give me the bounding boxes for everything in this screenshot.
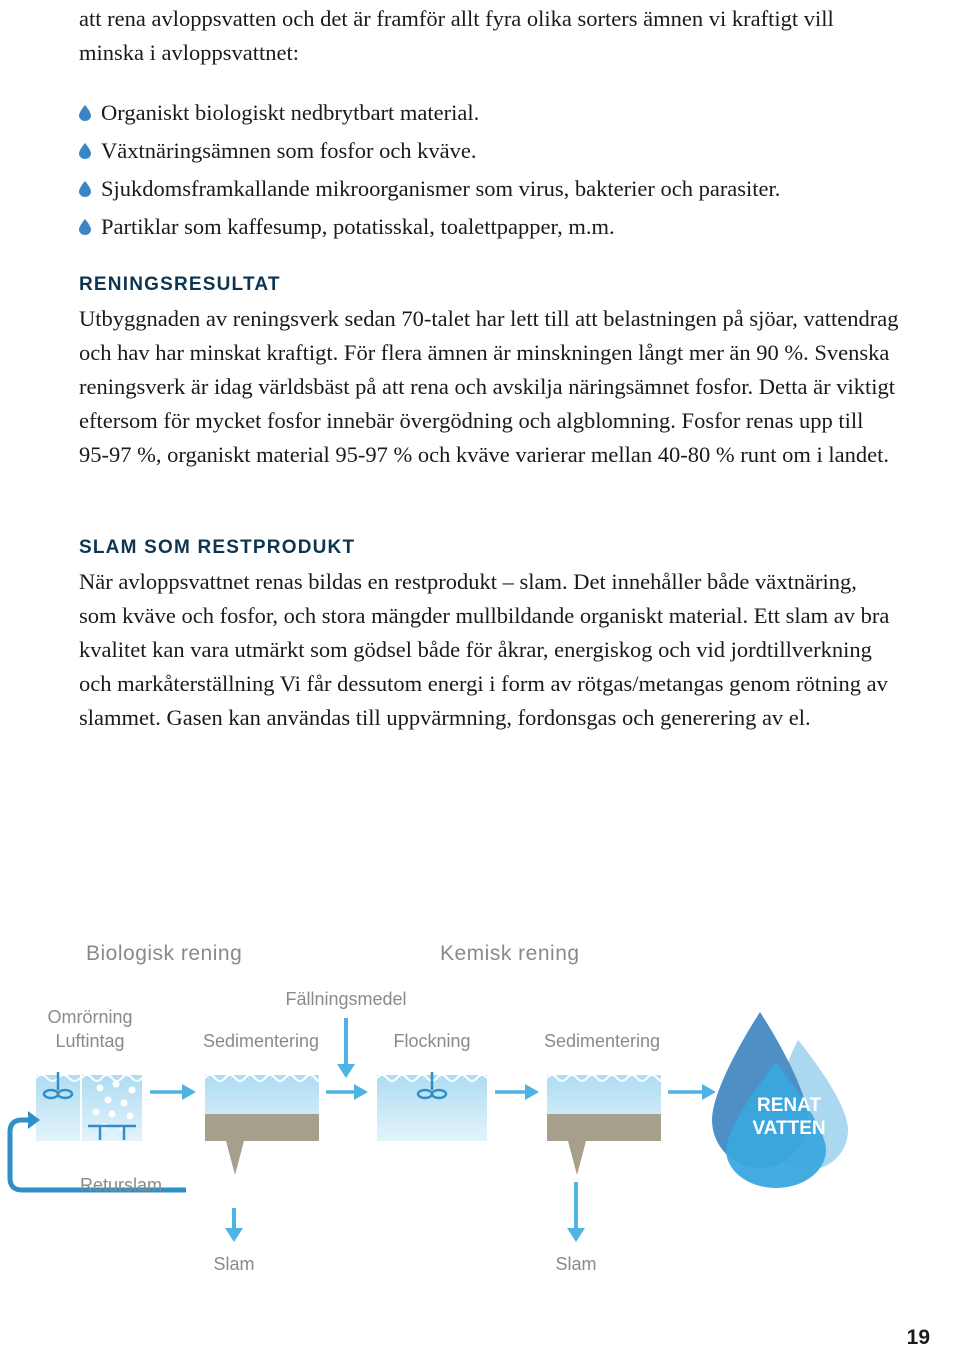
flow-arrow-icon: [668, 1084, 716, 1100]
page-number: 19: [906, 1326, 930, 1349]
water-drop-bullet-icon: [79, 219, 91, 235]
flow-arrow-icon: [326, 1084, 368, 1100]
section-heading-reningsresultat: RENINGSRESULTAT: [79, 274, 281, 295]
flocculation-tank: [377, 1072, 487, 1141]
label-mixing: Omrörning: [47, 1007, 133, 1027]
list-item: [79, 94, 899, 132]
label-sedimentation-1: Sedimentering: [202, 1031, 320, 1051]
water-drop-bullet-icon: [79, 181, 91, 197]
clean-water-label-line1: RENAT: [756, 1095, 822, 1116]
list-item-text: Partiklar som kaffesump, potatisskal, toalettpapper, m.m.: [101, 214, 615, 239]
aeration-tank: [36, 1072, 142, 1141]
list-item-text: Växtnäringsämnen som fosfor och kväve.: [101, 138, 477, 163]
precipitant-arrow-icon: [337, 1018, 355, 1078]
label-sedimentation-2: Sedimentering: [543, 1031, 661, 1051]
label-flocculation: Flockning: [393, 1031, 471, 1051]
list-item: [79, 170, 899, 208]
water-drop-bullet-icon: [79, 105, 91, 121]
flow-arrow-icon: [495, 1084, 539, 1100]
label-sludge-2: Slam: [555, 1254, 597, 1274]
clean-water-label-line2: VATTEN: [752, 1118, 826, 1139]
water-drop-bullet-icon: [79, 143, 91, 159]
list-item-text: Organiskt biologiskt nedbrytbart material.: [101, 100, 480, 125]
list-item-text: Sjukdomsframkallande mikroorganismer som virus, bakterier och parasiter.: [101, 176, 781, 201]
treatment-process-diagram: [0, 900, 960, 1300]
sludge-arrow-icon: [567, 1182, 585, 1242]
section-heading-slam: SLAM SOM RESTPRODUKT: [79, 537, 356, 558]
label-return-sludge: Returslam: [80, 1175, 163, 1195]
section-body-slam: När avloppsvattnet renas bildas en restprodukt – slam. Det innehåller både växtnäring, som kväve och fosfor, och stora mängder mullbildande organiskt material. Ett slam av bra kvalitet kan vara utmärkt som gödsel både för åkrar, energiskog och vid jordtillverkning och markåterställning Vi får dessutom energi i form av rötgas/metangas genom rötning av slammet. Gasen kan användas till uppvärmning, fordonsgas och generering av el.: [79, 569, 890, 730]
sedimentation-tank-1: [205, 1075, 319, 1175]
pollutant-list: [79, 94, 899, 246]
sedimentation-tank-2: [547, 1075, 661, 1175]
sludge-arrow-icon: [225, 1208, 243, 1242]
list-item: [79, 132, 899, 170]
label-sludge-1: Slam: [213, 1254, 255, 1274]
list-item: [79, 208, 899, 246]
section-body-reningsresultat: Utbyggnaden av reningsverk sedan 70-talet har lett till att belastningen på sjöar, vattendrag och hav har minskat kraftigt. För flera ämnen är minskningen långt mer än 90 %. Svenska reningsverk är idag världsbäst på att rena och avskilja näringsämnet fosfor. Detta är viktigt eftersom för mycket fosfor innebär övergödning och algblomning. Fosfor renas upp till 95-97 %, organiskt material 95-97 % och kväve varierar mellan 40-80 % runt om i landet.: [79, 306, 899, 467]
flow-arrow-icon: [150, 1084, 196, 1100]
stage-title-chemical: Kemisk rening: [440, 942, 580, 965]
intro-paragraph: att rena avloppsvatten och det är framför allt fyra olika sorters ämnen vi kraftigt vill minska i avloppsvattnet:: [79, 6, 834, 65]
label-precipitant: Fällningsmedel: [285, 989, 407, 1009]
label-aeration: Luftintag: [55, 1031, 125, 1051]
stage-title-biological: Biologisk rening: [86, 942, 243, 965]
